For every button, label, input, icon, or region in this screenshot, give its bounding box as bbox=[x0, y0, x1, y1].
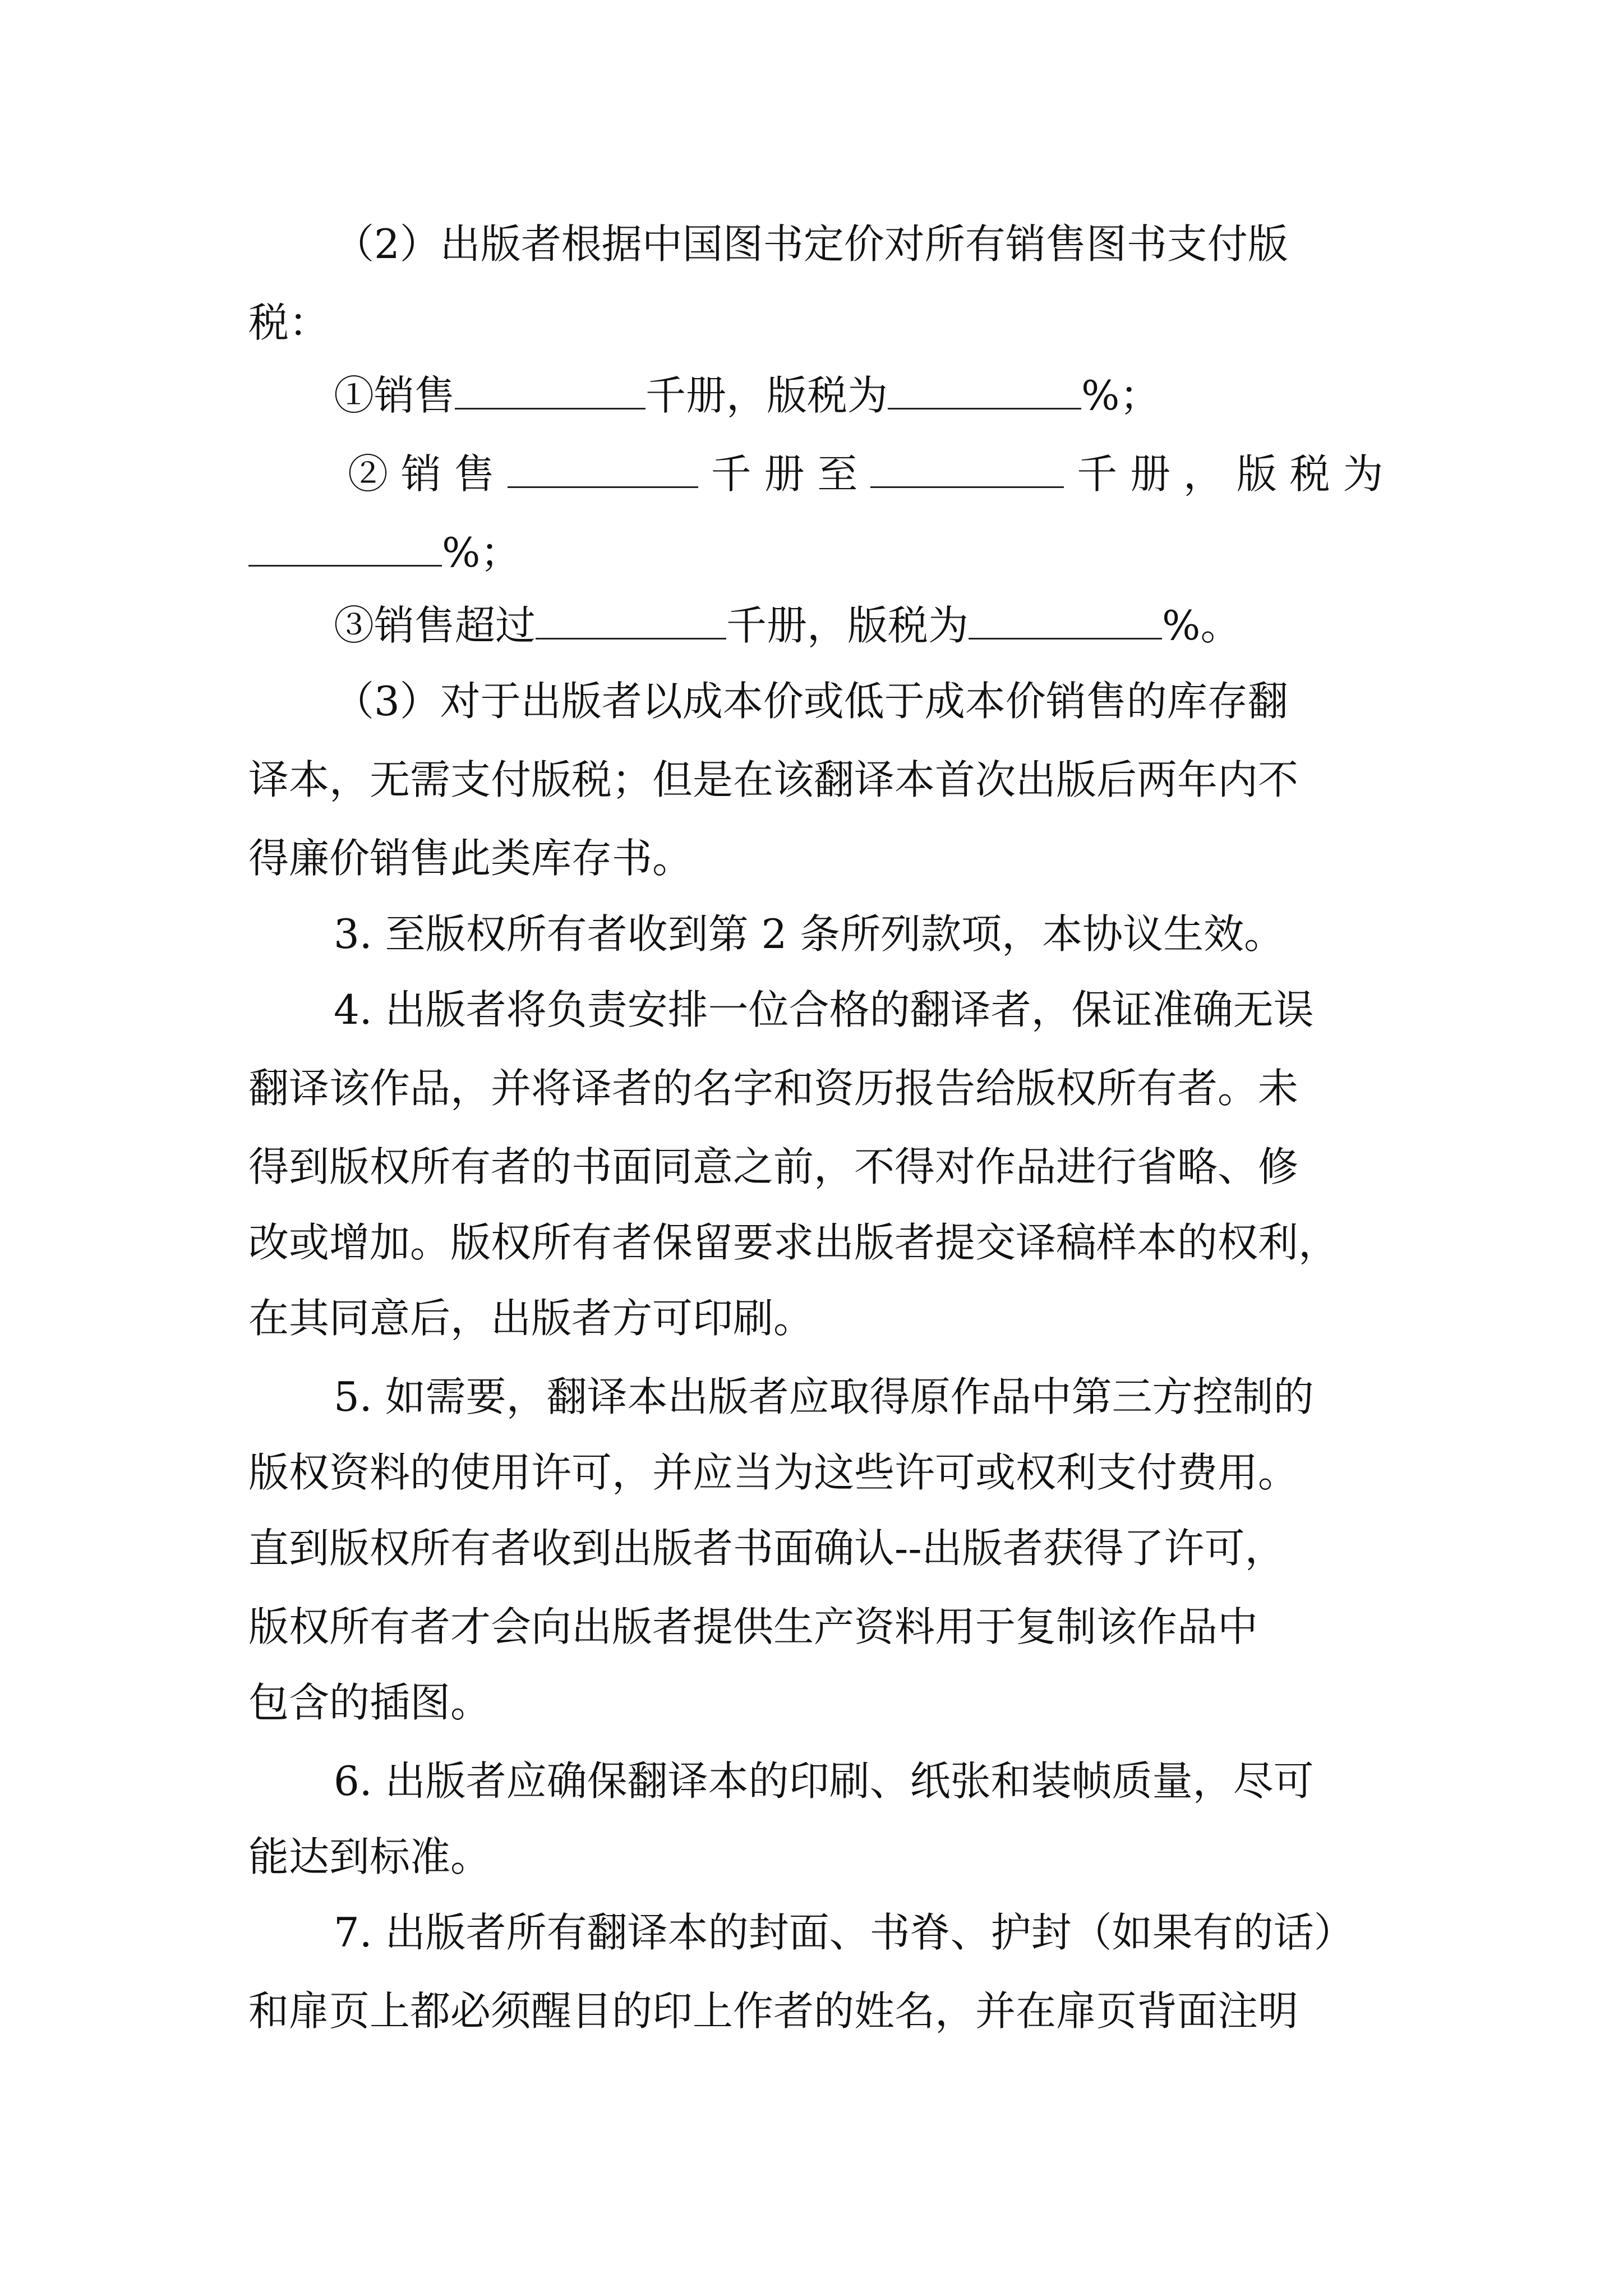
fill-blank bbox=[870, 447, 1064, 488]
paragraph-line: （3）对于出版者以成本价或低于成本价销售的库存翻 bbox=[334, 678, 1288, 725]
royalty-text: 千册，版税为 bbox=[726, 602, 969, 649]
paragraph-line: 得到版权所有者的书面同意之前，不得对作品进行省略、修 bbox=[248, 1143, 1299, 1190]
royalty-item-2 bbox=[348, 446, 1384, 502]
fill-blank bbox=[248, 526, 442, 567]
paragraph-line: 税： bbox=[248, 299, 330, 346]
fill-blank bbox=[536, 599, 726, 639]
royalty-text: %； bbox=[1081, 372, 1160, 419]
fill-blank bbox=[969, 599, 1162, 639]
paragraph-line: 3. 至版权所有者收到第 2 条所列款项，本协议生效。 bbox=[334, 910, 1285, 958]
paragraph-line: 翻译该作品，并将译者的名字和资历报告给版权所有者。未 bbox=[248, 1065, 1299, 1112]
paragraph-line: 7. 出版者所有翻译本的封面、书脊、护封（如果有的话） bbox=[334, 1909, 1354, 1956]
fill-blank bbox=[455, 369, 645, 409]
paragraph-line: 5. 如需要，翻译本出版者应取得原作品中第三方控制的 bbox=[334, 1373, 1314, 1420]
paragraph-line: 在其同意后，出版者方可印刷。 bbox=[248, 1295, 814, 1342]
paragraph-line: 能达到标准。 bbox=[248, 1833, 491, 1880]
paragraph-line: 4. 出版者将负责安排一位合格的翻译者，保证准确无误 bbox=[334, 986, 1314, 1033]
royalty-text: %。 bbox=[1162, 602, 1241, 649]
paragraph-line: 版权所有者才会向出版者提供生产资料用于复制该作品中 bbox=[248, 1603, 1258, 1650]
royalty-text: 千 册 至 bbox=[711, 450, 858, 498]
fill-blank bbox=[888, 369, 1081, 409]
royalty-text: ③销售超过 bbox=[334, 602, 536, 649]
paragraph-line: （2）出版者根据中国图书定价对所有销售图书支付版 bbox=[334, 220, 1288, 268]
royalty-item-3 bbox=[334, 597, 1241, 654]
paragraph-line: 6. 出版者应确保翻译本的印刷、纸张和装帧质量，尽可 bbox=[334, 1757, 1314, 1805]
royalty-item-2-cont bbox=[248, 524, 520, 581]
royalty-text: ①销售 bbox=[334, 372, 455, 419]
paragraph-line: 译本，无需支付版税；但是在该翻译本首次出版后两年内不 bbox=[248, 756, 1299, 803]
paragraph-line: 和扉页上都必须醒目的印上作者的姓名，并在扉页背面注明 bbox=[248, 1987, 1299, 2035]
royalty-text: ② 销 售 bbox=[348, 450, 495, 498]
royalty-item-1 bbox=[334, 367, 1160, 424]
royalty-text: 千 册 ， 版 税 为 bbox=[1077, 450, 1384, 498]
paragraph-line: 改或增加。版权所有者保留要求出版者提交译稿样本的权利， bbox=[248, 1219, 1339, 1266]
royalty-text: 千册，版税为 bbox=[645, 372, 888, 419]
paragraph-line: 版权资料的使用许可，并应当为这些许可或权利支付费用。 bbox=[248, 1449, 1299, 1496]
paragraph-line: 得廉价销售此类库存书。 bbox=[248, 835, 693, 882]
fill-blank bbox=[508, 447, 698, 488]
paragraph-line: 包含的插图。 bbox=[248, 1679, 491, 1726]
paragraph-line: 直到版权所有者收到出版者书面确认--出版者获得了许可， bbox=[248, 1525, 1285, 1572]
royalty-text: %； bbox=[442, 529, 521, 576]
